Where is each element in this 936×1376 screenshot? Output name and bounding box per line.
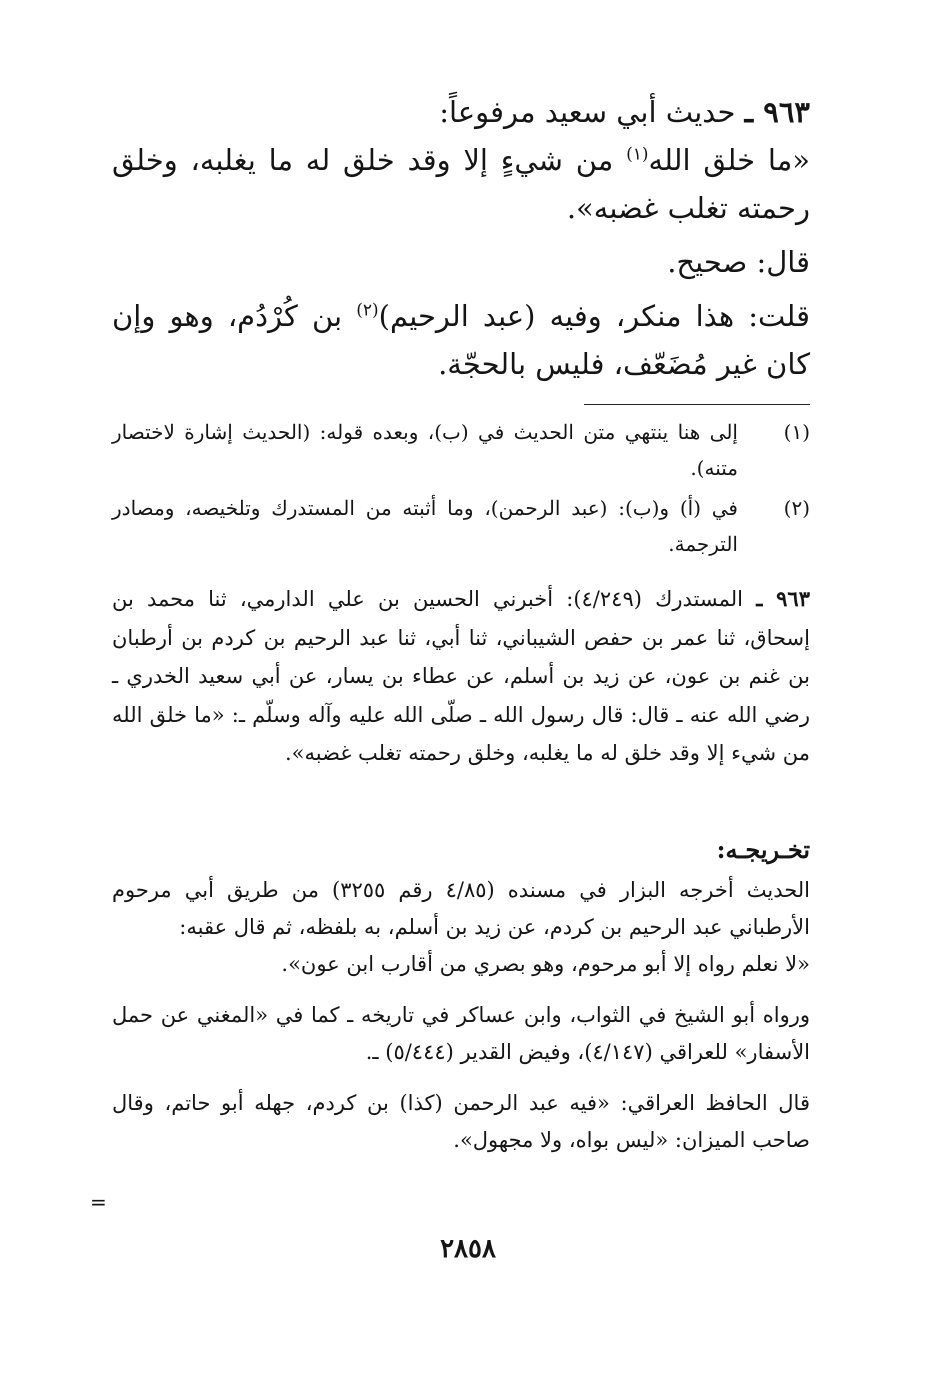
takhrij-paragraph: الحديث أخرجه البزار في مسنده (٤/٨٥ رقم ٣٢٥٥) من طريق أبي مرحوم الأرطباني عبد الرحيم بن كردم، عن زيد بن أسلم، به بلفظه، ثم قال عقبه: (112, 878, 811, 939)
page-number: ٢٨٥٨ (440, 1234, 496, 1264)
commentary-text: المستدرك (٤/٢٤٩): أخبرني الحسين بن علي الدارمي، ثنا محمد بن إسحاق، ثنا عمر بن حفص الشيباني، ثنا أبي، ثنا عبد الرحيم بن كردم بن أرطبان بن غنم بن عون، عن زيد بن أسلم، عن عطاء بن يسار، عن أبي سعيد الخدري ـ رضي الله عنه ـ قال: قال رسول الله ـ صلّى الله عليه وآله وسلّم ـ: «ما خلق الله من شيء إلا وقد خلق له ما يغلبه، وخلق رحمته تغلب غضبه». (112, 587, 810, 765)
hadith-heading (112, 88, 810, 136)
author-comment-part: قلت: هذا منكر، وفيه (عبد الرحيم) (378, 299, 810, 333)
hadith-heading-text: حديث أبي سعيد مرفوعاً: (439, 95, 745, 129)
commentary-number: ٩٦٣ ـ (756, 586, 810, 611)
author-comment (112, 292, 810, 388)
grading-statement: قال: صحيح. (667, 245, 810, 279)
footnote-separator (584, 404, 810, 405)
continuation-mark: = (90, 1190, 107, 1214)
hadith-number: ٩٦٣ ـ (744, 95, 810, 129)
takhrij-title: تخـريجـه: (716, 835, 810, 864)
takhrij-quote: «لا نعلم رواه إلا أبو مرحوم، وهو بصري من أقارب ابن عون». (281, 952, 810, 976)
hadith-text-part: من شيءٍ إلا وقد خلق له ما يغلبه، وخلق رحمته تغلب غضبه». (112, 143, 810, 225)
main-text (112, 88, 810, 388)
footnote-number: (١) (783, 420, 810, 444)
hadith-text (112, 136, 810, 232)
takhrij-paragraph: ورواه أبو الشيخ في الثواب، وابن عساكر في تاريخه ـ كما في «المغني عن حمل الأسفار» للعراقي (٤/١٤٧)، وفيض القدير (٥/٤٤٤) ـ. (112, 1003, 810, 1064)
footnote-text: في (أ) و(ب): (عبد الرحمن)، وما أثبته من المستدرك وتلخيصه، ومصادر الترجمة. (112, 496, 738, 556)
footnote (112, 490, 810, 562)
footnote-number: (٢) (783, 496, 810, 520)
hadith-text-part: «ما خلق الله (648, 143, 810, 177)
takhrij-paragraph: قال الحافظ العراقي: «فيه عبد الرحمن (كذا) بن كردم، جهله أبو حاتم، وقال صاحب الميزان: «ليس بواه، ولا مجهول». (112, 1091, 810, 1152)
footnote-ref-2: (٢) (356, 300, 379, 321)
author-comment-part: بن كُرْدُم، وهو وإن كان غير مُضَعّف، فليس بالحجّة. (112, 299, 810, 381)
takhrij-section (112, 872, 810, 1159)
commentary (112, 580, 810, 773)
footnote-ref-1: (١) (626, 144, 649, 165)
footnote (112, 414, 810, 486)
footnote-text: إلى هنا ينتهي متن الحديث في (ب)، وبعده قوله: (الحديث إشارة لاختصار متنه). (112, 420, 738, 480)
